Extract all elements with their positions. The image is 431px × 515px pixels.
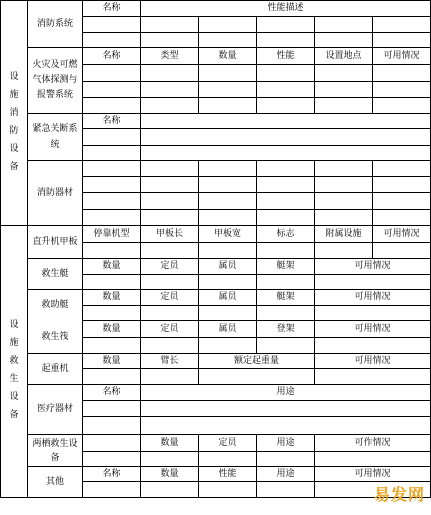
header-cell: 可用情况 — [354, 261, 391, 271]
header-cell: 性能 — [218, 468, 237, 479]
header-cell: 数量 — [160, 468, 179, 479]
group-name: 起重机 — [41, 363, 69, 374]
grid-line — [0, 0, 1, 498]
header-cell: 数量 — [218, 50, 237, 61]
header-cell: 停靠机型 — [93, 228, 130, 239]
title-char: 防 — [9, 126, 19, 136]
header-cell: 名称 — [102, 50, 121, 61]
header-cell: 设置地点 — [325, 50, 362, 61]
title-char: 设 — [9, 144, 19, 154]
grid-line — [140, 113, 141, 160]
group-name: 火灾及可燃气体探测与报警系统 — [32, 60, 78, 100]
grid-line — [256, 160, 257, 225]
header-cell: 数量 — [102, 261, 121, 271]
grid-line — [82, 128, 431, 129]
title-char: 救 — [9, 356, 19, 366]
header-cell: 可用情况 — [383, 50, 420, 61]
grid-line — [82, 400, 431, 401]
header-cell: 名称 — [102, 3, 121, 13]
header-cell: 额定起重量 — [233, 355, 279, 366]
header-cell: 用途 — [276, 468, 295, 479]
group-name: 救生筏 — [41, 331, 69, 342]
grid-line — [82, 416, 431, 417]
grid-line — [82, 145, 431, 146]
header-cell: 标志 — [276, 228, 295, 239]
title-char: 生 — [9, 374, 19, 384]
header-cell: 登架 — [276, 323, 295, 334]
grid-line — [372, 160, 373, 225]
group-name: 两栖救生设备 — [32, 438, 78, 463]
header-cell: 臂长 — [160, 355, 179, 366]
header-cell: 甲板宽 — [213, 228, 241, 239]
header-cell: 可用情况 — [354, 292, 391, 302]
group-name: 消防系统 — [36, 18, 73, 29]
group-name: 其他 — [45, 476, 64, 487]
title-char: 设 — [9, 392, 19, 402]
header-cell: 可作情况 — [354, 437, 391, 448]
header-cell: 附属设施 — [325, 228, 362, 239]
title-char: 设 — [9, 320, 19, 330]
group-name: 医疗器材 — [36, 404, 73, 414]
group-name: 救助艇 — [41, 299, 69, 310]
title-char: 施 — [9, 90, 19, 100]
header-cell: 类型 — [160, 50, 179, 61]
group-name: 直升机甲板 — [32, 236, 78, 247]
title-char: 设 — [9, 72, 19, 82]
header-cell: 定员 — [160, 261, 179, 271]
header-cell: 用途 — [276, 437, 295, 448]
header-cell: 名称 — [102, 468, 121, 479]
header-cell: 名称 — [102, 115, 121, 126]
title-char: 备 — [9, 162, 19, 172]
grid-line — [372, 16, 373, 47]
header-cell: 定员 — [218, 437, 237, 448]
group-name: 救生艇 — [41, 268, 69, 279]
header-cell: 艇架 — [276, 292, 295, 302]
header-cell: 属员 — [218, 292, 237, 302]
header-cell: 名称 — [102, 387, 121, 397]
grid-line — [198, 160, 199, 225]
header-cell: 可用情况 — [383, 228, 420, 239]
header-cell: 数量 — [160, 437, 179, 448]
title-char: 备 — [9, 410, 19, 420]
header-cell: 属员 — [218, 323, 237, 334]
grid-line — [82, 0, 83, 498]
header-cell: 艇架 — [276, 261, 295, 271]
grid-line — [314, 16, 315, 47]
header-cell: 可用情况 — [354, 468, 391, 479]
header-cell: 数量 — [102, 355, 121, 366]
grid-line — [314, 160, 315, 225]
header-cell: 数量 — [102, 292, 121, 302]
grid-line — [27, 160, 431, 161]
title-char: 施 — [9, 338, 19, 348]
header-cell: 甲板长 — [155, 228, 183, 239]
group-name: 紧急关断系统 — [32, 124, 78, 150]
header-cell: 定员 — [160, 292, 179, 302]
grid-line — [198, 16, 199, 47]
header-cell: 性能描述 — [267, 3, 304, 13]
title-char: 消 — [9, 108, 19, 118]
watermark-logo: 易发网 — [373, 485, 425, 504]
grid-line — [0, 497, 431, 498]
header-cell: 用途 — [276, 387, 295, 397]
header-cell: 可用情况 — [354, 355, 391, 366]
group-name: 消防器材 — [36, 187, 73, 198]
grid-line — [140, 160, 141, 225]
grid-line — [82, 368, 431, 369]
grid-line — [256, 16, 257, 47]
header-cell: 属员 — [218, 261, 237, 271]
header-cell: 可用情况 — [354, 323, 391, 334]
header-cell: 定员 — [160, 323, 179, 334]
header-cell: 性能 — [276, 50, 295, 61]
header-cell: 数量 — [102, 323, 121, 334]
